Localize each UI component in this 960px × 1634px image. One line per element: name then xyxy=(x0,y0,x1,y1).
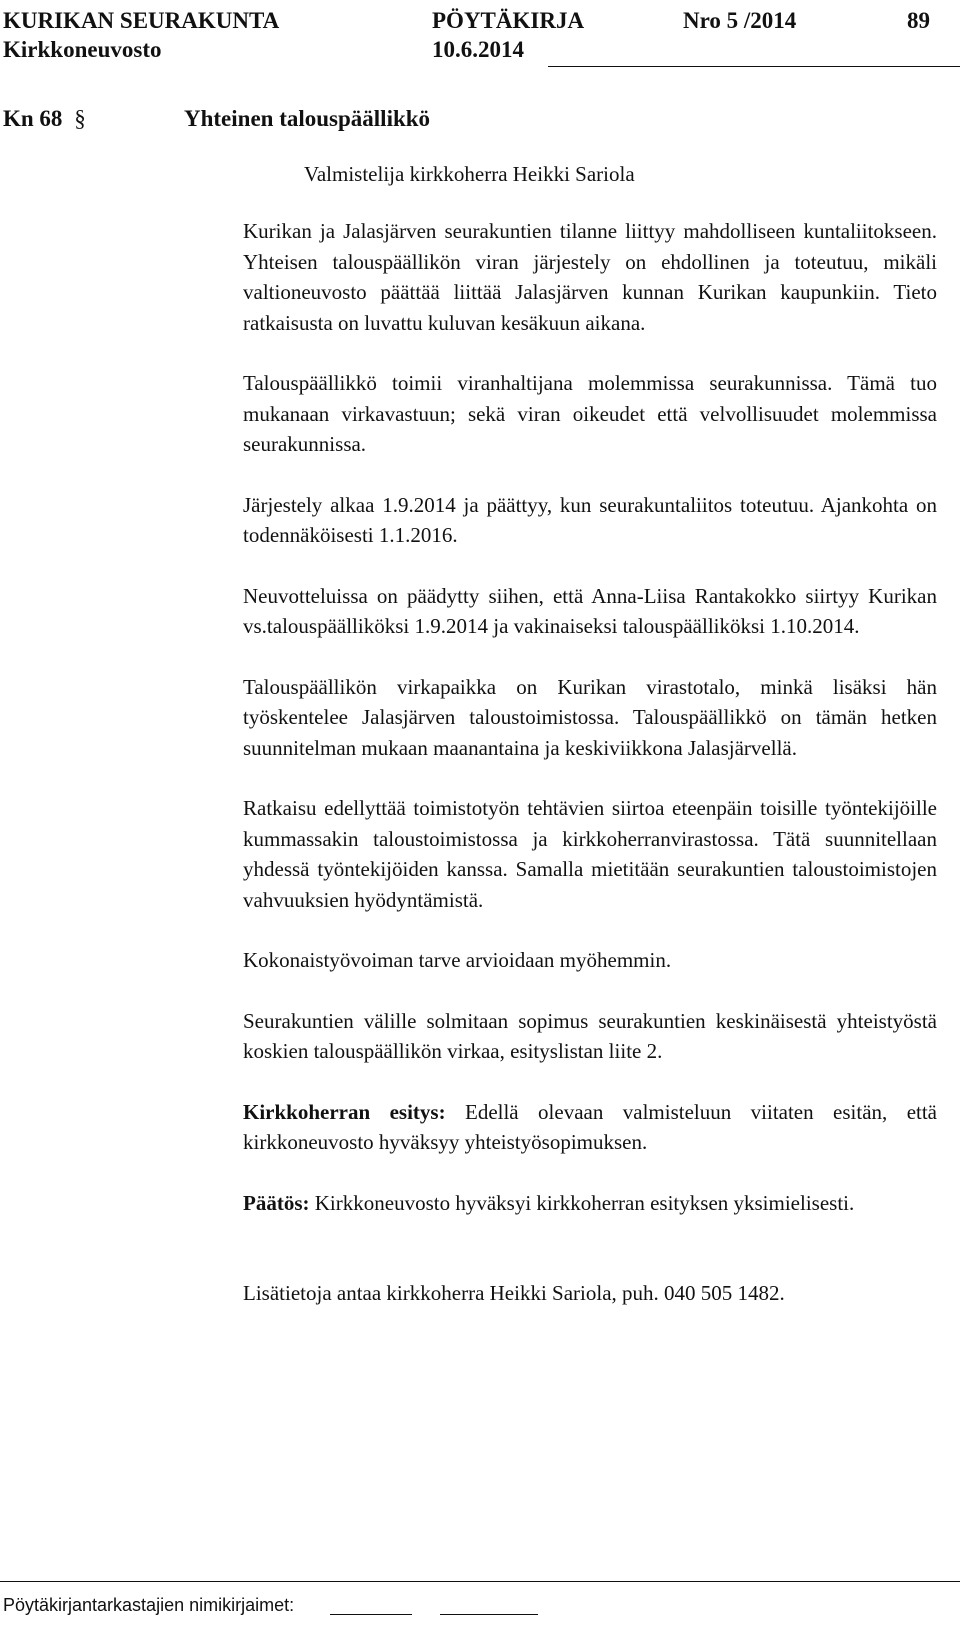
proposal-text: Edellä olevaan valmisteluun viitaten esitän, että kirkkoneuvosto hyväksyy yhteistyösopimuksen. xyxy=(243,1099,938,1154)
footer-rule xyxy=(0,1581,960,1582)
paragraph: Kurikan ja Jalasjärven seurakuntien tilanne liittyy mahdolliseen kuntaliitokseen. Yhteisen talouspäällikön viran järjestely on ehdollinen ja toteutuu, mikäli valtioneuvosto päättää liittää Jalasjärven kunnan Kurikan kaupunkiin. Tieto ratkaisusta on luvattu kuluvan kesäkuun aikana. xyxy=(243,219,937,335)
page-number: 89 xyxy=(907,8,930,33)
org-name: KURIKAN SEURAKUNTA xyxy=(3,8,280,33)
section-number xyxy=(3,106,86,132)
preparer-line: Valmistelija kirkkoherra Heikki Sariola xyxy=(304,162,635,186)
decision-text: Kirkkoneuvosto hyväksyi kirkkoherran esityksen yksimielisesti. xyxy=(309,1190,855,1215)
proposal-label: Kirkkoherran esitys: xyxy=(243,1099,446,1124)
contact-paragraph: Lisätietoja antaa kirkkoherra Heikki Sariola, puh. 040 505 1482. xyxy=(243,1281,785,1305)
decision-label: Päätös: xyxy=(243,1190,310,1215)
signature-line-1 xyxy=(330,1614,412,1615)
doc-type: PÖYTÄKIRJA xyxy=(432,8,585,33)
paragraph: Talouspäällikön virkapaikka on Kurikan virastotalo, minkä lisäksi hän työskentelee Jalasjärven taloustoimistossa. Talouspäällikkö on tämän hetken suunnitelman mukaan maanantaina ja keskiviikkona Jalasjärvellä. xyxy=(243,674,937,760)
doc-number: Nro 5 /2014 xyxy=(683,8,797,33)
paragraph: Ratkaisu edellyttää toimistotyön tehtävien siirtoa eteenpäin toisille työntekijöille kummassakin taloustoimistossa ja kirkkoherranvirastossa. Tätä suunnitellaan yhdessä työntekijöiden kanssa. Samalla mietitään seurakuntien taloustoimistojen vahvuuksien hyödyntämistä. xyxy=(243,796,937,912)
header-rule xyxy=(548,66,960,67)
decision-paragraph xyxy=(243,1188,937,1219)
paragraph: Seurakuntien välille solmitaan sopimus seurakuntien keskinäisestä yhteistyöstä koskien talouspäällikön virkaa, esityslistan liite 2. xyxy=(243,1008,937,1063)
section-symbol: § xyxy=(74,106,86,131)
proposal-paragraph xyxy=(243,1097,937,1158)
meeting-date: 10.6.2014 xyxy=(432,37,524,62)
paragraph: Neuvotteluissa on päädytty siihen, että Anna-Liisa Rantakokko siirtyy Kurikan vs.talouspäälliköksi 1.9.2014 ja vakinaiseksi talouspäälliköksi 1.10.2014. xyxy=(243,583,937,638)
section-number-text: Kn 68 xyxy=(3,106,63,131)
footer-label: Pöytäkirjantarkastajien nimikirjaimet: xyxy=(3,1595,295,1615)
paragraph: Kokonaistyövoiman tarve arvioidaan myöhemmin. xyxy=(243,948,672,972)
section-title: Yhteinen talouspäällikkö xyxy=(184,106,431,131)
document-body xyxy=(243,216,937,1339)
paragraph: Talouspäällikkö toimii viranhaltijana molemmissa seurakunnissa. Tämä tuo mukanaan virkavastuun; sekä viran oikeudet että velvollisuudet molemmissa seurakunnissa. xyxy=(243,371,937,456)
signature-line-2 xyxy=(440,1614,538,1615)
meeting-body: Kirkkoneuvosto xyxy=(3,37,162,62)
paragraph: Järjestely alkaa 1.9.2014 ja päättyy, kun seurakuntaliitos toteutuu. Ajankohta on todennäköisesti 1.1.2016. xyxy=(243,492,937,547)
